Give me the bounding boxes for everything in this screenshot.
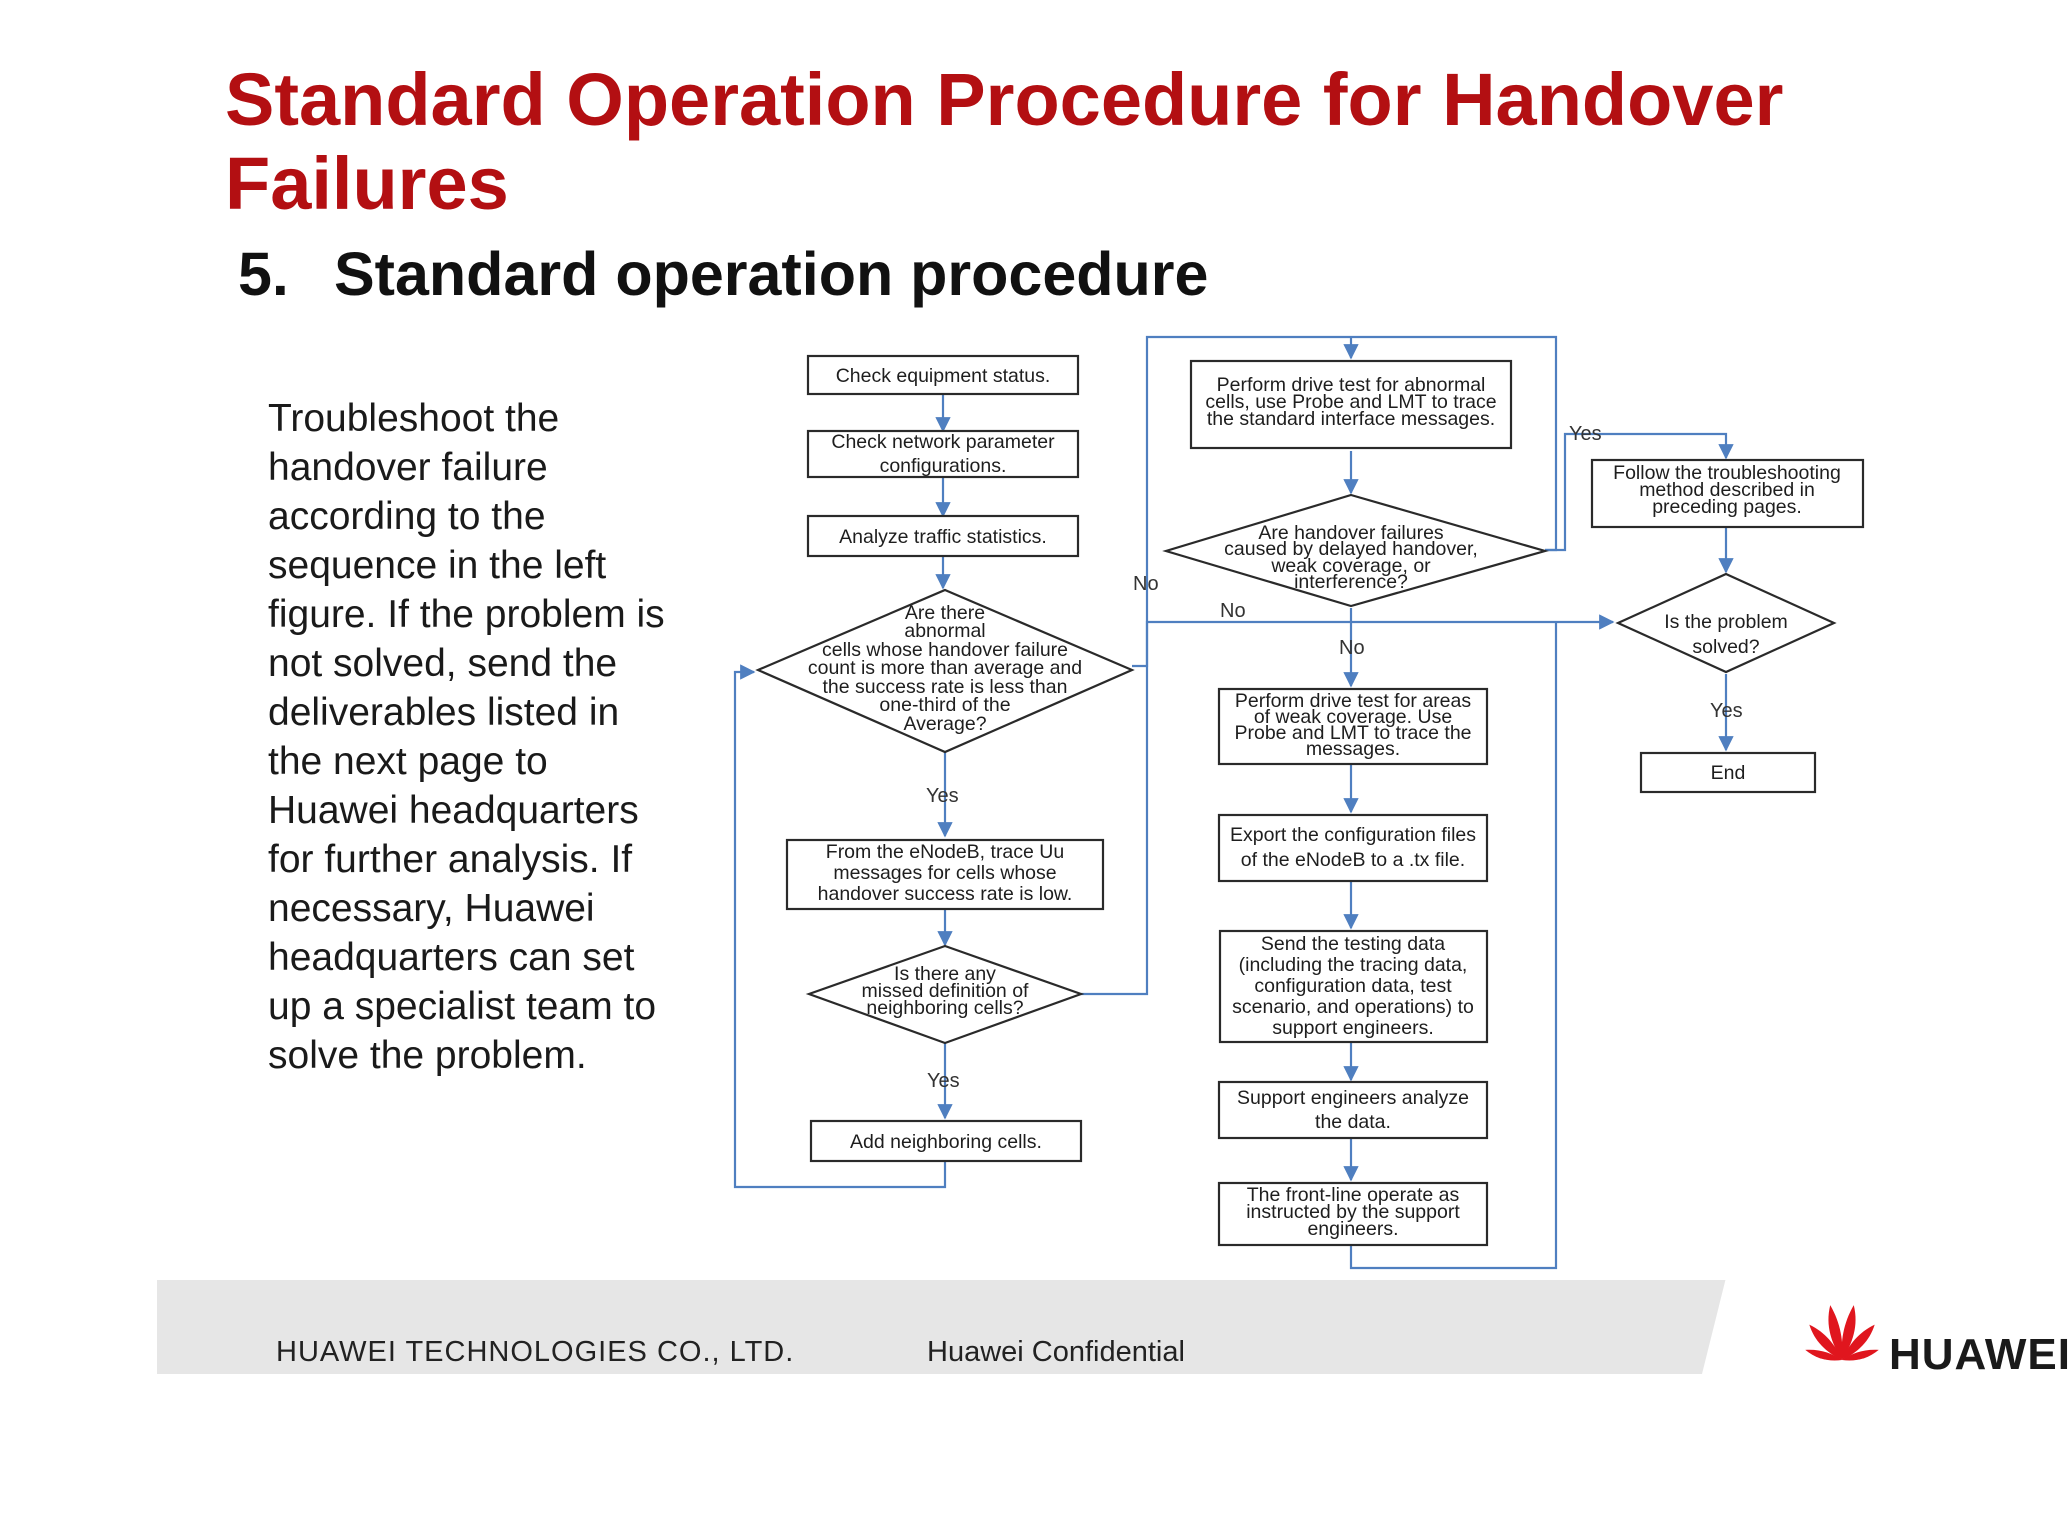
node-drive-test-weak	[1219, 689, 1487, 764]
label-yes-cause: Yes	[1569, 423, 1602, 445]
svg-text:Perform drive test for areasof: Perform drive test for areas of weak coverage. Use Probe and LMT to trace the messages.	[1234, 690, 1472, 760]
svg-text:Perform drive test for abnorma: Perform drive test for abnormal cells, use Probe and LMT to trace the standard interface messages.	[1205, 374, 1497, 430]
label-yes-abnormal: Yes	[926, 785, 959, 807]
label-yes-solved: Yes	[1710, 700, 1743, 722]
decision-missed-neighbors	[809, 946, 1081, 1043]
node-drive-test-abnormal	[1191, 361, 1511, 448]
svg-text:Add neighboring cells.: Add neighboring cells.	[850, 1131, 1042, 1153]
label-no-cause: No	[1339, 637, 1365, 659]
decision-failure-cause	[1166, 495, 1545, 606]
label-no-missed: No	[1133, 573, 1159, 595]
huawei-logo-icon	[1787, 1290, 1897, 1374]
huawei-logo-text: HUAWEI	[1889, 1330, 2071, 1379]
svg-text:End: End	[1710, 762, 1746, 784]
node-follow-method	[1592, 460, 1863, 527]
section-number: 5.	[238, 240, 289, 308]
node-engineers-analyze	[1219, 1082, 1487, 1138]
node-check-equipment	[808, 356, 1078, 394]
svg-text:Send the testing data(includin: Send the testing data (including the tracing data, configuration data, test scenario, and operations) to support engineers.	[1232, 933, 1474, 1039]
slide-title: Standard Operation Procedure for Handover Failures	[225, 58, 1784, 225]
svg-text:The front-line operate asinstr: The front-line operate as instructed by the support engineers.	[1246, 1184, 1460, 1240]
svg-text:From the eNodeB, trace Uumessa: From the eNodeB, trace Uu messages for cells whose handover success rate is low.	[817, 841, 1073, 905]
node-frontline-operate	[1219, 1183, 1487, 1245]
body-text: Troubleshoot the handover failure according to the sequence in the left figure. If the problem is not solved, send the deliverables listed in the next page to Huawei headquarters for further analysis. If necessary, Huawei headquarters can set up a specialist team to solve the problem.	[268, 397, 665, 1077]
svg-text:Check network parameterconfigu: Check network parameter configurations.	[831, 431, 1055, 477]
svg-text:Follow the troubleshootingmeth: Follow the troubleshooting method described in preceding pages.	[1613, 462, 1841, 518]
svg-text:Are thereabnormalcells whose h: Are there abnormal cells whose handover failure count is more than average and the success rate is less than one-third of the Average?	[807, 602, 1083, 735]
node-analyze-traffic	[808, 516, 1078, 556]
footer-bar	[157, 1280, 2071, 1379]
label-yes-missed: Yes	[927, 1070, 960, 1092]
node-trace-uu	[787, 840, 1103, 909]
footer-confidential: Huawei Confidential	[927, 1336, 1185, 1368]
node-end	[1641, 753, 1815, 792]
node-add-neighbors	[811, 1121, 1081, 1161]
node-export-config	[1219, 815, 1487, 881]
section-title: Standard operation procedure	[334, 240, 1209, 308]
svg-text:Are handover failurescaused by: Are handover failures caused by delayed handover, weak coverage, or interference?	[1224, 522, 1478, 593]
footer-company: HUAWEI TECHNOLOGIES CO., LTD.	[276, 1336, 795, 1368]
svg-text:Is there anymissed definition: Is there any missed definition of neighboring cells?	[861, 963, 1029, 1019]
svg-text:Export the configuration files: Export the configuration files of the eNodeB to a .tx file.	[1229, 824, 1477, 871]
decision-problem-solved	[1618, 574, 1834, 672]
node-send-data	[1220, 931, 1487, 1042]
label-no-abnormal: No	[1220, 600, 1246, 622]
arrow-abnormal-no	[1132, 622, 1613, 666]
svg-text:Support engineers analyzethe d: Support engineers analyze the data.	[1237, 1087, 1469, 1133]
svg-text:Check equipment status.: Check equipment status.	[835, 365, 1051, 387]
node-check-network	[808, 431, 1078, 477]
loop-add-to-abnormal	[735, 672, 945, 1187]
svg-text:Is the problemsolved?: Is the problem solved?	[1664, 611, 1788, 658]
svg-text:Analyze traffic statistics.: Analyze traffic statistics.	[839, 526, 1047, 548]
decision-abnormal-cells	[758, 590, 1132, 752]
